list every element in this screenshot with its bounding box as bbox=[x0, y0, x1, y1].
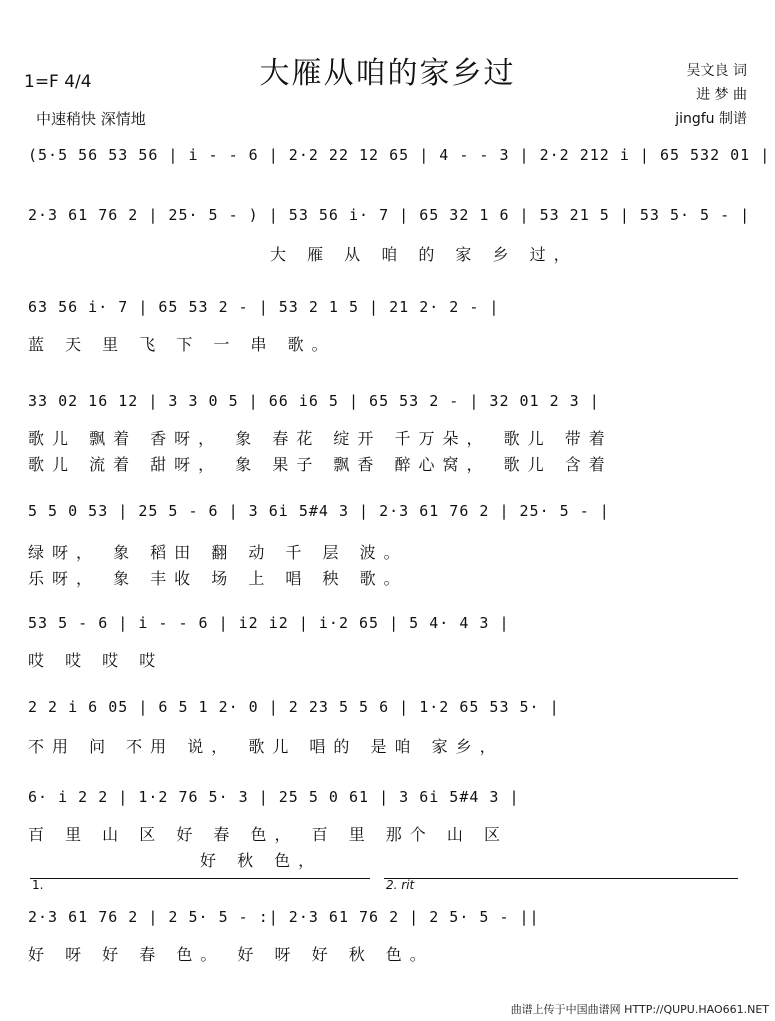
lyric-line-2: 大 雁 从 咱 的 家 乡 过， bbox=[270, 245, 578, 264]
score-line-7: 2 2 i 6 05 | 6 5 1 2· 0 | 2 23 5 5 6 | 1·2 65 53 5· | bbox=[28, 698, 560, 716]
score-line-2: 2·3 61 76 2 | 25· 5 - ) | 53 56 i· 7 | 65 32 1 6 | 53 21 5 | 53 5· 5 - | bbox=[28, 206, 751, 224]
lyricist-credit: 吴文良 词 bbox=[686, 63, 747, 79]
score-line-9: 2·3 61 76 2 | 2 5· 5 - :| 2·3 61 76 2 | 2 5· 5 - || bbox=[28, 908, 540, 926]
lyric-line-5b: 乐呀， 象 丰收 场 上 唱 秧 歌。 bbox=[28, 569, 408, 588]
score-line-1: (5·5 56 53 56 | i - - 6 | 2·2 22 12 65 | 4 - - 3 | 2·2 212 i | 65 532 01 | bbox=[28, 146, 771, 164]
lyric-line-9: 好 呀 好 春 色。 好 呀 好 秋 色。 bbox=[28, 945, 434, 964]
score-line-3: 63 56 i· 7 | 65 53 2 - | 53 2 1 5 | 21 2· 2 - | bbox=[28, 298, 500, 316]
second-ending-bracket bbox=[384, 878, 738, 879]
lyric-line-8a: 百 里 山 区 好 春 色， 百 里 那个 山 区 bbox=[28, 825, 508, 844]
lyric-line-3: 蓝 天 里 飞 下 一 串 歌。 bbox=[28, 335, 336, 354]
lyric-line-7: 不用 问 不用 说， 歌儿 唱的 是咱 家乡， bbox=[28, 737, 504, 756]
composer-credit: 进 梦 曲 bbox=[696, 87, 747, 103]
key-signature: 1=F 4/4 bbox=[24, 72, 92, 92]
arranger-credit: jingfu 制谱 bbox=[675, 111, 747, 127]
first-ending-bracket bbox=[30, 878, 370, 879]
tempo-marking: 中速稍快 深情地 bbox=[36, 110, 146, 128]
first-ending-label: 1. bbox=[32, 878, 44, 892]
site-watermark: 曲谱上传于中国曲谱网 HTTP://QUPU.HAO661.NET bbox=[510, 1003, 769, 1016]
score-line-4: 33 02 16 12 | 3 3 0 5 | 66 i6 5 | 65 53 2 - | 32 01 2 3 | bbox=[28, 392, 600, 410]
lyric-line-4a: 歌儿 飘着 香呀， 象 春花 绽开 千万朵， 歌儿 带着 bbox=[28, 429, 613, 448]
score-line-6: 53 5 - 6 | i - - 6 | i2 i2 | i·2 65 | 5 4· 4 3 | bbox=[28, 614, 510, 632]
second-ending-label: 2. rit bbox=[386, 878, 415, 892]
lyric-line-8b: 好 秋 色， bbox=[200, 851, 323, 870]
lyric-line-6: 哎 哎 哎 哎 bbox=[28, 651, 164, 670]
score-line-8: 6· i 2 2 | 1·2 76 5· 3 | 25 5 0 61 | 3 6i 5#4 3 | bbox=[28, 788, 520, 806]
score-line-5: 5 5 0 53 | 25 5 - 6 | 3 6i 5#4 3 | 2·3 61 76 2 | 25· 5 - | bbox=[28, 502, 610, 520]
lyric-line-5a: 绿呀， 象 稻田 翻 动 千 层 波。 bbox=[28, 543, 408, 562]
song-title: 大雁从咱的家乡过 bbox=[259, 56, 516, 91]
lyric-line-4b: 歌儿 流着 甜呀， 象 果子 飘香 醉心窝， 歌儿 含着 bbox=[28, 455, 613, 474]
